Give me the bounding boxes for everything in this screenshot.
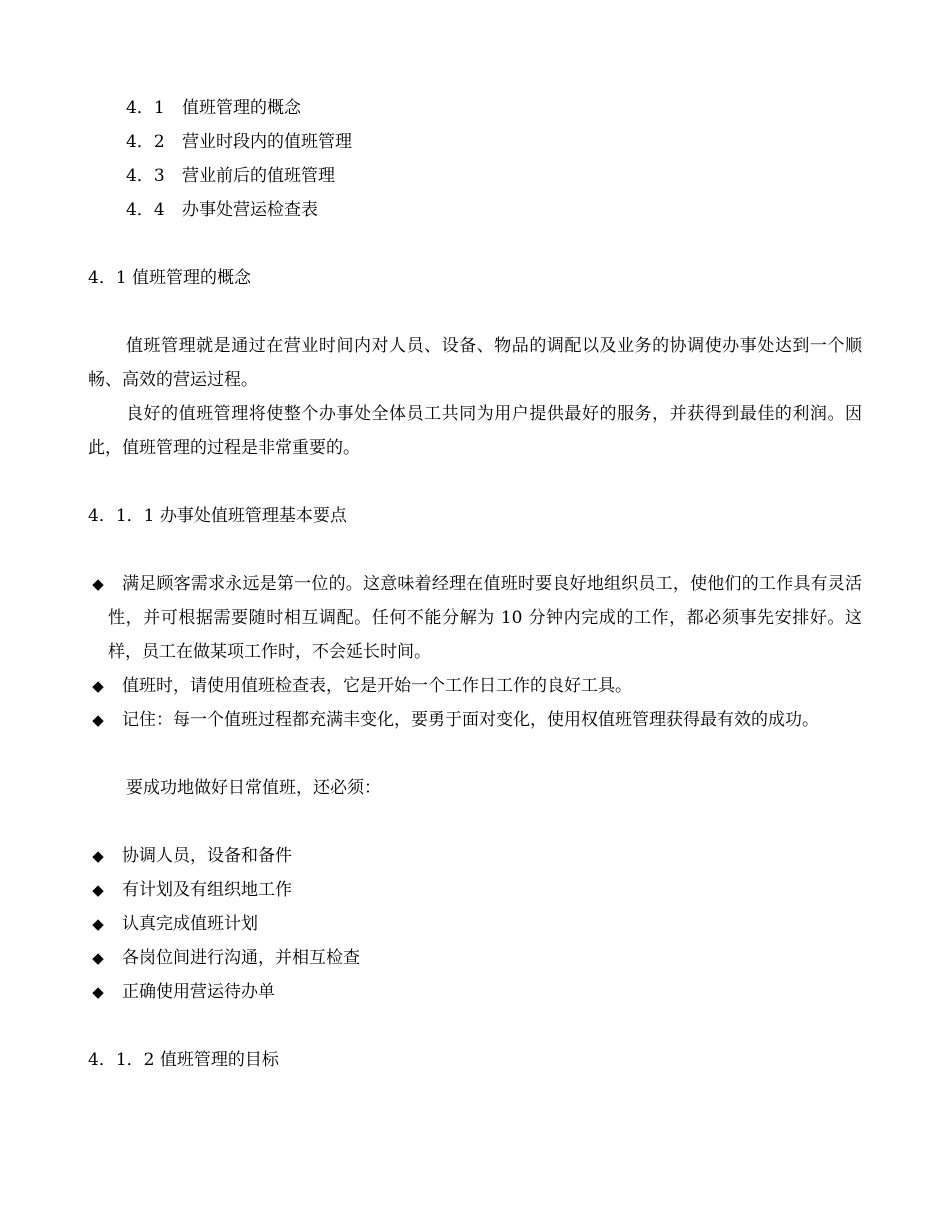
spacer (88, 737, 862, 771)
table-of-contents (88, 91, 862, 227)
toc-item[interactable] (126, 193, 862, 227)
section-heading-4-1-1: 4．1．1 办事处值班管理基本要点 (88, 506, 347, 526)
list-item-text: 记住：每一个值班过程都充满丰变化，要勇于面对变化，使用权值班管理获得最有效的成功。 (122, 710, 819, 730)
spacer (88, 465, 862, 499)
toc-label: 营业前后的值班管理 (182, 166, 335, 186)
list-item-text: 认真完成值班计划 (122, 914, 258, 934)
list-item (88, 703, 862, 737)
diamond-bullet-icon: ◆ (92, 847, 104, 865)
list-item (88, 975, 862, 1009)
toc-label: 值班管理的概念 (182, 98, 301, 118)
toc-label: 营业时段内的值班管理 (182, 132, 352, 152)
list-item (88, 669, 862, 703)
spacer (88, 295, 862, 329)
diamond-bullet-icon: ◆ (92, 677, 104, 695)
paragraph: 良好的值班管理将使整个办事处全体员工共同为用户提供最好的服务，并获得到最佳的利润。因此，值班管理的过程是非常重要的。 (88, 404, 862, 458)
diamond-bullet-icon: ◆ (92, 949, 104, 967)
toc-item[interactable] (126, 125, 862, 159)
list-item (88, 941, 862, 975)
toc-label: 办事处营运检查表 (182, 200, 318, 220)
list-item-text: 各岗位间进行沟通，并相互检查 (122, 948, 360, 968)
paragraph: 值班管理就是通过在营业时间内对人员、设备、物品的调配以及业务的协调使办事处达到一个顺畅、高效的营运过程。 (88, 336, 862, 390)
diamond-bullet-icon: ◆ (92, 915, 104, 933)
list-item (88, 567, 862, 669)
list-item-text: 协调人员，设备和备件 (122, 846, 292, 866)
spacer (88, 1009, 862, 1043)
requirements-list (88, 839, 862, 1009)
toc-number: 4．2 (126, 132, 165, 152)
key-points-list (88, 567, 862, 737)
list-item (88, 839, 862, 873)
toc-item[interactable] (126, 159, 862, 193)
spacer (88, 227, 862, 261)
list-item-text: 值班时，请使用值班检查表，它是开始一个工作日工作的良好工具。 (122, 676, 632, 696)
paragraph: 要成功地做好日常值班，还必须： (126, 778, 381, 798)
toc-number: 4．1 (126, 98, 165, 118)
diamond-bullet-icon: ◆ (92, 983, 104, 1001)
spacer (88, 805, 862, 839)
list-item-text: 满足顾客需求永远是第一位的。这意味着经理在值班时要良好地组织员工，使他们的工作具有灵活性，并可根据需要随时相互调配。任何不能分解为 10 分钟内完成的工作，都必须事先安排好。这样，员工在做某项工作时，不会延长时间。 (108, 574, 862, 662)
spacer (88, 533, 862, 567)
toc-item[interactable] (126, 91, 862, 125)
diamond-bullet-icon: ◆ (92, 881, 104, 899)
list-item (88, 907, 862, 941)
list-item-text: 正确使用营运待办单 (122, 982, 275, 1002)
section-heading-4-1-2: 4．1．2 值班管理的目标 (88, 1050, 279, 1070)
list-item-text: 有计划及有组织地工作 (122, 880, 292, 900)
diamond-bullet-icon: ◆ (92, 575, 104, 593)
list-item (88, 873, 862, 907)
diamond-bullet-icon: ◆ (92, 711, 104, 729)
toc-number: 4．4 (126, 200, 165, 220)
toc-number: 4．3 (126, 166, 165, 186)
section-heading-4-1: 4．1 值班管理的概念 (88, 268, 252, 288)
